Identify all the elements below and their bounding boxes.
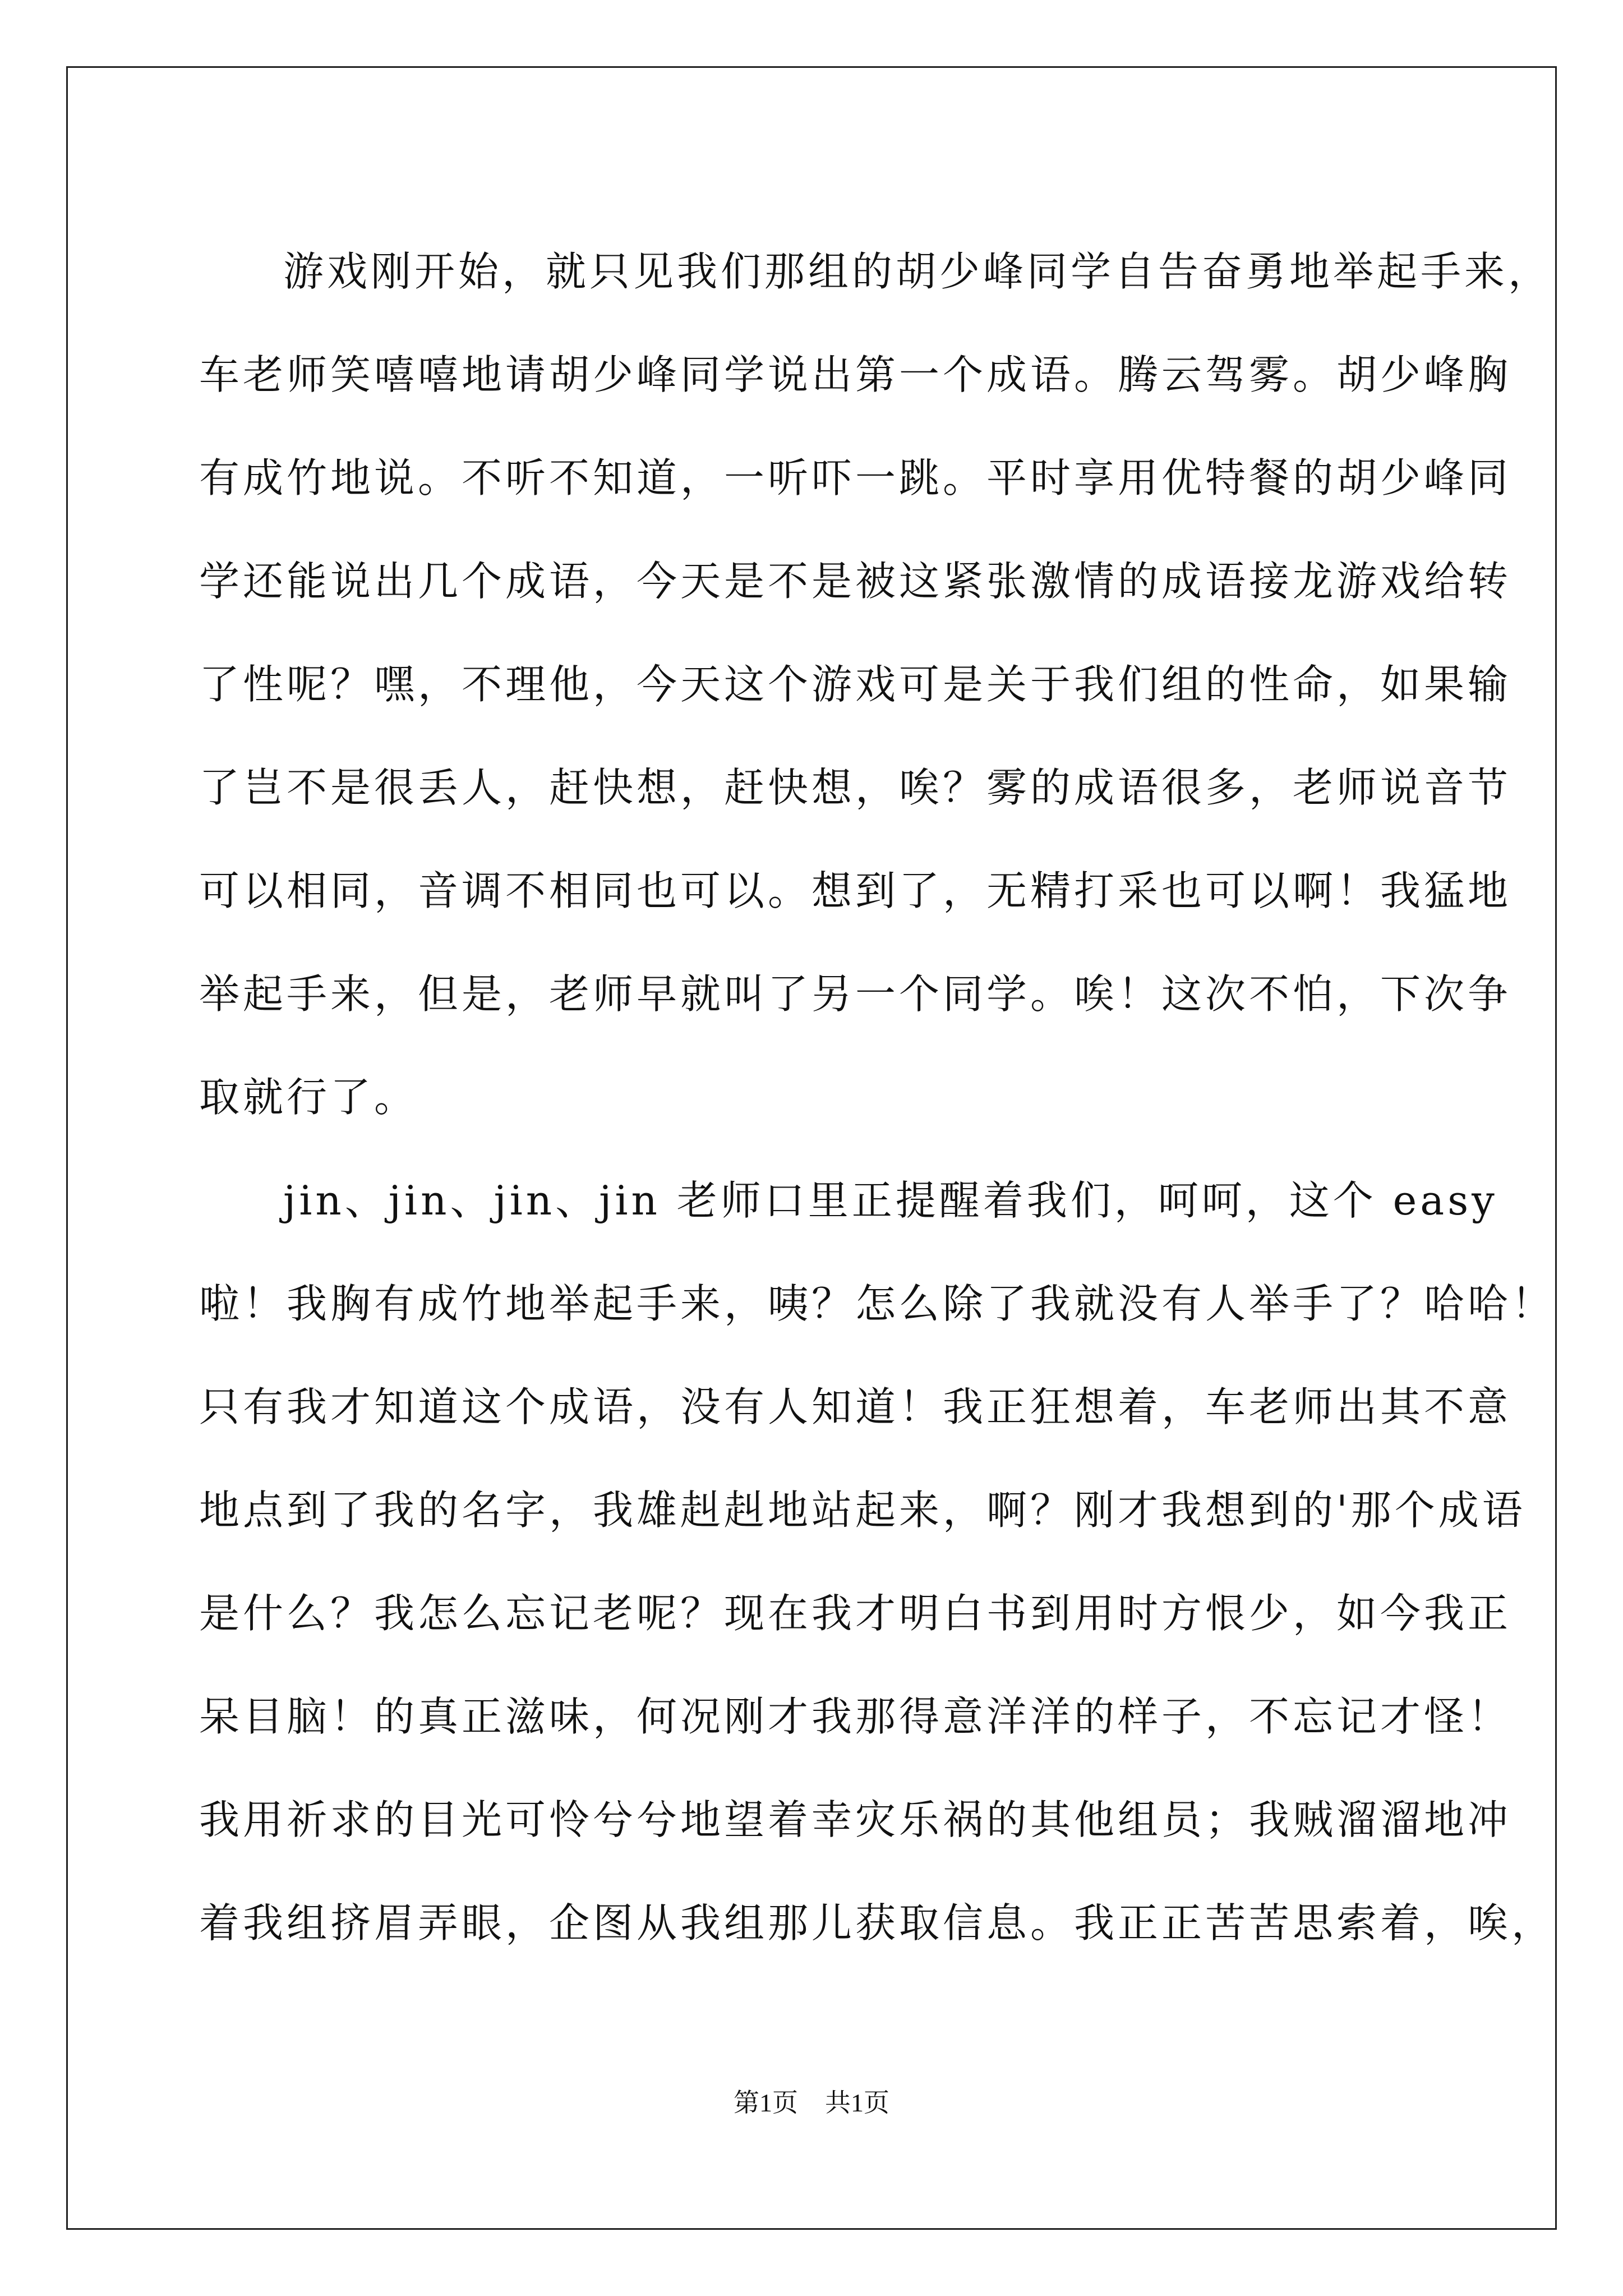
text-line: 取就行了。 <box>199 1074 418 1121</box>
page-number-total: 共1页 <box>825 2088 889 2117</box>
text-line: 举起手来，但是，老师早就叫了另一个同学。唉！这次不怕，下次争 <box>199 970 1512 1018</box>
paragraph-1 <box>199 220 1552 1149</box>
text-line: 游戏刚开始，就只见我们那组的胡少峰同学自告奋勇地举起手来， <box>283 248 1552 295</box>
text-line: 只有我才知道这个成语，没有人知道！我正狂想着，车老师出其不意 <box>199 1383 1512 1430</box>
text-line: 了岂不是很丢人，赶快想，赶快想，唉？雾的成语很多，老师说音节 <box>199 764 1512 811</box>
text-line: 了性呢？嘿，不理他，今天这个游戏可是关于我们组的性命，如果输 <box>199 661 1512 708</box>
text-line: 是什么？我怎么忘记老呢？现在我才明白书到用时方恨少，如今我正 <box>199 1590 1512 1637</box>
text-line: 可以相同，音调不相同也可以。想到了，无精打采也可以啊！我猛地 <box>199 867 1512 914</box>
text-line: 我用祈求的目光可怜兮兮地望着幸灾乐祸的其他组员；我贼溜溜地冲 <box>199 1796 1512 1843</box>
text-line: 呆目脑！的真正滋味，何况刚才我那得意洋洋的样子，不忘记才怪！ <box>199 1693 1512 1740</box>
paragraph-2 <box>199 1149 1556 1975</box>
text-line: 有成竹地说。不听不知道，一听吓一跳。平时享用优特餐的胡少峰同 <box>199 454 1512 501</box>
page-footer <box>0 2082 1623 2119</box>
text-line: 车老师笑嘻嘻地请胡少峰同学说出第一个成语。腾云驾雾。胡少峰胸 <box>199 351 1512 398</box>
page-number-current: 第1页 <box>734 2088 798 2117</box>
text-line: jin、jin、jin、jin 老师口里正提醒着我们，呵呵，这个 easy <box>283 1177 1498 1224</box>
text-line: 啦！我胸有成竹地举起手来，咦？怎么除了我就没有人举手了？哈哈！ <box>199 1280 1556 1327</box>
text-line: 地点到了我的名字，我雄赳赳地站起来，啊？刚才我想到的'那个成语 <box>199 1487 1526 1534</box>
text-line: 着我组挤眉弄眼，企图从我组那儿获取信息。我正正苦苦思索着，唉， <box>199 1899 1556 1947</box>
document-body <box>199 220 1556 1975</box>
text-line: 学还能说出几个成语，今天是不是被这紧张激情的成语接龙游戏给转 <box>199 558 1512 605</box>
